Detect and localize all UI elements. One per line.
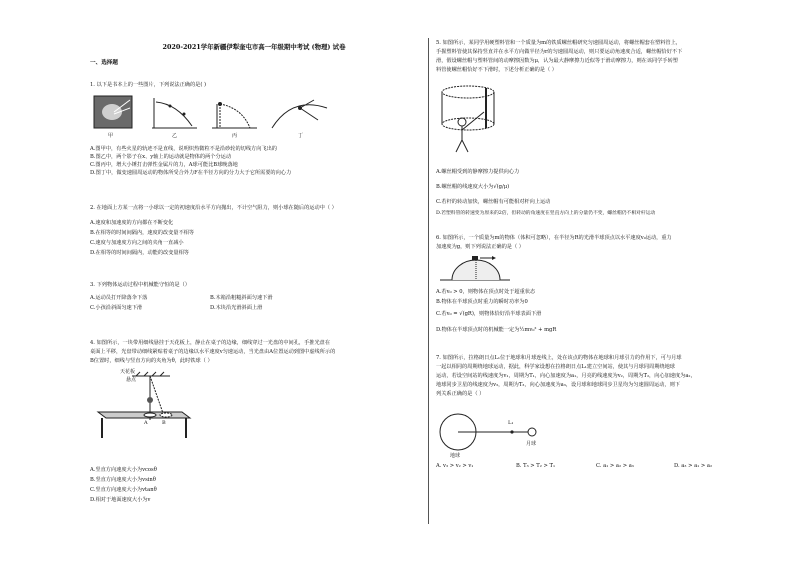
q7-stem-line1: 7. 如图所示，拉格朗日点L₁位于地球和月球连线上，处在该点的物体在地球和月球引力的作用下，可与月球 xyxy=(436,355,682,361)
q1-label-yi: 乙 xyxy=(172,133,178,139)
q1-label-jia: 甲 xyxy=(108,133,114,139)
q4-option-d: D.相对于地面速度大小为v xyxy=(90,497,151,503)
q2-option-a: A.速度和加速度的方向都在不断变化 xyxy=(90,220,174,226)
q3-option-a: A.运动员打开降落伞下落 xyxy=(90,295,148,301)
q3-option-c: C.小孩沿斜面匀速下滑 xyxy=(90,305,143,311)
q6-figure xyxy=(438,254,512,282)
q5-stem-line4: 料管使螺丝帽恰好不下滑时，下述分析正确的是（ ） xyxy=(436,67,557,73)
left-column xyxy=(84,0,424,562)
section-heading: 一、选择题 xyxy=(90,60,118,66)
q4-figure-diagram xyxy=(92,370,192,440)
q4-label-suspension: 悬点 xyxy=(126,377,137,383)
q4-stem-line1: 4. 如图所示，一块带用细线悬挂于天花板上，静止在桌子的边缘，细线穿过一光盘的中间孔，手推光盘在 xyxy=(90,340,331,346)
column-divider xyxy=(428,38,429,524)
q6-option-d: D.物体在半球顶点时的机械能一定为½mv₀² + mgR xyxy=(436,327,557,333)
q6-stem-line1: 6. 如图所示，一个质量为m的物体（体积可忽略），在半径为R的光滑半球顶点以水平速度v₀运动，重力 xyxy=(436,235,672,241)
q4-label-a: A xyxy=(144,420,148,426)
q4-figure xyxy=(92,370,192,440)
q2-option-d: D.在相等的时间间隔内，动能的改变量相等 xyxy=(90,250,189,256)
q7-label-earth: 地球 xyxy=(450,453,461,459)
q7-label-l1: L₁ xyxy=(508,420,514,426)
q7-figure xyxy=(438,410,568,460)
q7-option-a: A. v₃ > v₂ > v₁ xyxy=(436,463,474,469)
q7-label-moon: 月球 xyxy=(526,441,537,447)
q5-figure-diagram xyxy=(438,84,498,154)
right-column xyxy=(434,0,762,562)
q7-stem-line3: 运动，若设空间站的线速度为v₁，周期为T₁，向心加速度为a₁，月亮的线速度为v₂，周期为T₂，向心加速度为a₂， xyxy=(436,373,696,379)
page-title: 2020-2021学年新疆伊犁奎屯市高一年级期中考试 (物理) 试卷 xyxy=(162,43,346,51)
q2-stem: 2. 在地面上方某一点将一小球以一定的初速度沿水平方向抛出，不计空气阻力，则小球在随后的运动中（ ） xyxy=(90,205,337,211)
q5-stem-line2: 手握塑料管使其保持竖直并在水平方向做半径为r的匀速圆周运动，则只要运动角速度合适，螺丝帽恰好不下 xyxy=(436,49,683,55)
q1-figures xyxy=(92,94,342,140)
q6-option-b: B.物体在半球顶点时重力的瞬时功率为0 xyxy=(436,299,528,305)
q4-stem-line2: 桌面上平移，光盘带动细线紧贴着桌子的边缘以水平速度v匀速运动，当光盘由A位置运动到图中虚线所示的 xyxy=(90,349,336,355)
q7-option-b: B. T₃ > T₂ > T₁ xyxy=(516,463,556,469)
q6-option-a: A.若v₀ > 0，则物体在顶点时处于超重状态 xyxy=(436,289,536,295)
q4-option-a: A.竖直方向速度大小为vcosθ xyxy=(90,467,157,473)
q4-option-b: B.竖直方向速度大小为vsinθ xyxy=(90,477,156,483)
q6-option-c: C.若v₀ = √(gR)，则物体恰好沿半球表面下滑 xyxy=(436,311,542,317)
q5-option-a: A.螺丝帽受到的静摩擦力提供向心力 xyxy=(436,169,520,175)
q3-stem: 3. 下列物体运动过程中机械能守恒的是（） xyxy=(90,282,190,288)
q2-option-c: C.速度与加速度方向之间的夹角一直减小 xyxy=(90,240,184,246)
q7-stem-line5: 列关系正确的是（ ） xyxy=(436,391,485,397)
q3-option-b: B.木箱沿粗糙斜面匀速下滑 xyxy=(210,295,273,301)
q1-option-d: D.图丁中，做变速圆周运动的物体所受合外力F在半径方向的分力大于它所需要的向心力 xyxy=(90,170,292,176)
q1-stem: 1. 以下是书本上的一些图片，下列说法正确的是( ) xyxy=(90,82,207,88)
q1-figure-panels xyxy=(92,94,342,140)
q7-option-c: C. a₁ > a₂ > a₃ xyxy=(596,463,634,469)
q5-stem-line3: 滑，假设螺丝帽与塑料管间的动摩擦因数为μ，认为最大静摩擦力近似等于滑动摩擦力，则在该同学手转塑 xyxy=(436,58,678,64)
q7-stem-line4: 地球同步卫星的线速度为v₃，周期为T₃，向心加速度为a₃，设月球和地球同步卫星均为匀速圆周运动，则下 xyxy=(436,382,680,388)
q5-figure xyxy=(438,84,498,154)
q7-stem-line2: 一起以相同的周期绕地球运动，据此，科学家设想在拉格朗日点L₁建立空间站，使其与月球同周期绕地球 xyxy=(436,364,675,370)
q5-stem-line1: 5. 如图所示，某同学用硬塑料管和一个质量为m的铁质螺丝帽研究匀速圆周运动，将螺丝帽套在塑料管上， xyxy=(436,40,681,46)
q2-option-b: B.在相等的时间间隔内，速度的改变量不相等 xyxy=(90,230,195,236)
q4-label-ceiling: 天花板 xyxy=(120,369,136,375)
q4-label-b: B xyxy=(162,420,166,426)
q1-option-c: C.图丙中，增大小锤打击弹性金属片的力，A球可能比B球晚落地 xyxy=(90,162,238,168)
q1-label-ding: 丁 xyxy=(298,133,304,139)
q6-figure-diagram xyxy=(438,254,512,282)
q4-option-c: C.竖直方向速度大小为vtanθ xyxy=(90,487,157,493)
q6-stem-line2: 加速度为g，则下列说法正确的是（ ） xyxy=(436,244,524,250)
q5-option-d: D.若塑料管的转速变为原来的2倍，但转动的角速度在竖直方向上的分量仍不变，螺丝帽仍不相对杆运动 xyxy=(436,211,656,216)
q1-label-bing: 丙 xyxy=(232,133,238,139)
q1-option-a: A.图甲中，有些火星的轨迹不是直线，说明炽热微粒不是沿砂轮的切线方向飞出的 xyxy=(90,146,277,152)
q5-option-c: C.若杆的转动加快，螺丝帽有可能相对杆向上运动 xyxy=(436,199,551,205)
q7-option-d: D. a₃ > a₁ > a₂ xyxy=(674,463,713,469)
q3-option-d: D.木块沿光滑斜面上滑 xyxy=(210,305,263,311)
q1-option-b: B.图乙中，两个影子在x、y轴上的运动就是物体的两个分运动 xyxy=(90,154,232,160)
q5-option-b: B.螺丝帽的线速度大小为√(g/μ) xyxy=(436,184,510,190)
q4-stem-line3: B位置时，细线与竖直方向的夹角为θ，此时铁球（ ） xyxy=(90,358,213,364)
